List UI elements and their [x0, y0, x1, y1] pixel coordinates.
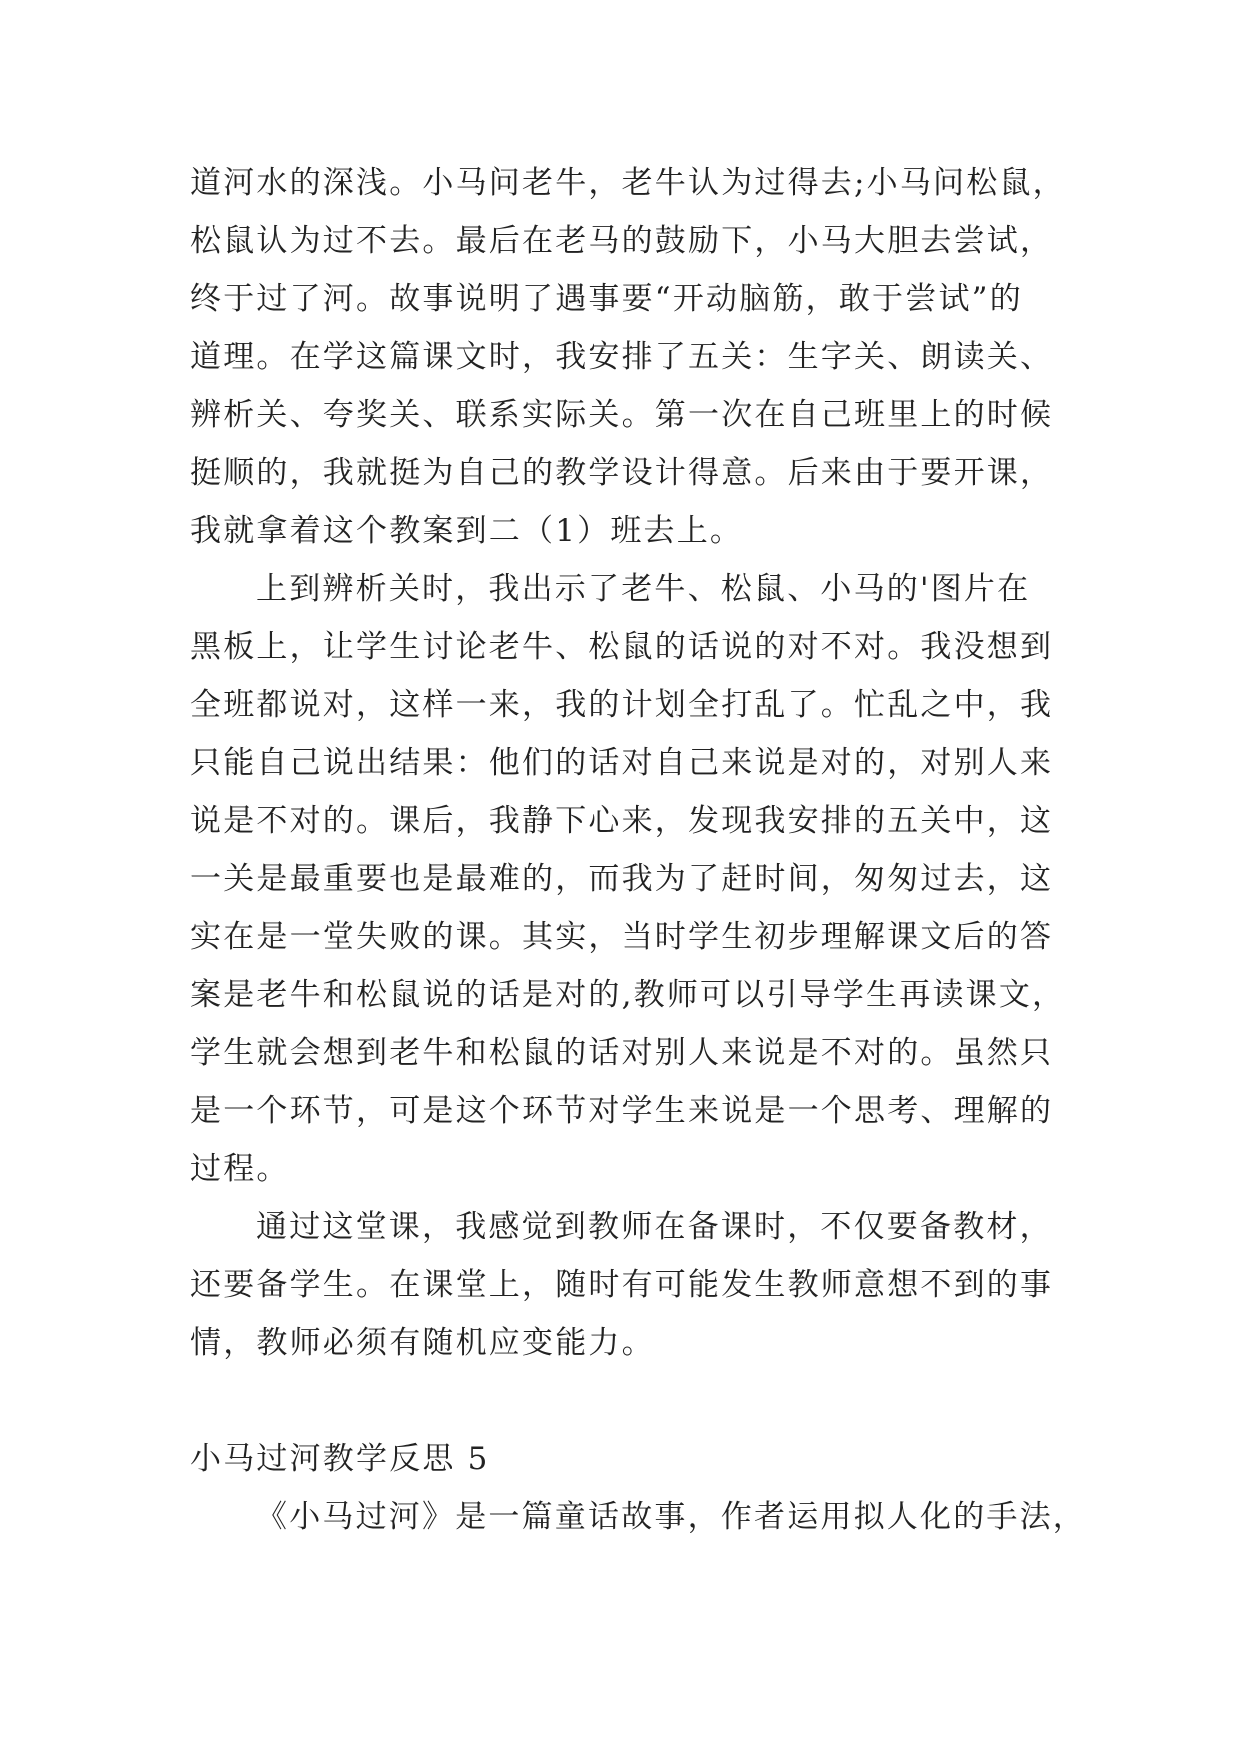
text-line: 我就拿着这个教案到二（1）班去上。: [190, 513, 744, 549]
paragraph-start-line: 《小马过河》是一篇童话故事，作者运用拟人化的手法，: [256, 1499, 1086, 1535]
text-line: 只能自己说出结果：他们的话对自己来说是对的，对别人来: [190, 745, 1054, 781]
text-line: 过程。: [190, 1151, 290, 1187]
text-line: 实在是一堂失败的课。其实，当时学生初步理解课文后的答: [190, 919, 1054, 955]
text-line: 情，教师必须有随机应变能力。: [190, 1325, 655, 1361]
text-line: 全班都说对，这样一来，我的计划全打乱了。忙乱之中，我: [190, 687, 1054, 723]
text-line: 还要备学生。在课堂上，随时有可能发生教师意想不到的事: [190, 1267, 1054, 1303]
text-line: 案是老牛和松鼠说的话是对的,教师可以引导学生再读课文，: [190, 977, 1066, 1013]
text-line: 松鼠认为过不去。最后在老马的鼓励下，小马大胆去尝试，: [190, 223, 1054, 259]
paragraph-start-line: 上到辨析关时，我出示了老牛、松鼠、小马的'图片在: [256, 571, 1031, 607]
text-line: 辨析关、夸奖关、联系实际关。第一次在自己班里上的时候: [190, 397, 1054, 433]
section-heading: 小马过河教学反思 5: [190, 1441, 490, 1477]
text-line: 是一个环节，可是这个环节对学生来说是一个思考、理解的: [190, 1093, 1054, 1129]
text-line: 黑板上，让学生讨论老牛、松鼠的话说的对不对。我没想到: [190, 629, 1054, 665]
text-line: 道理。在学这篇课文时，我安排了五关：生字关、朗读关、: [190, 339, 1054, 375]
text-line: 道河水的深浅。小马问老牛，老牛认为过得去;小马问松鼠，: [190, 165, 1066, 201]
text-line: 说是不对的。课后，我静下心来，发现我安排的五关中，这: [190, 803, 1054, 839]
text-line: 一关是最重要也是最难的，而我为了赶时间，匆匆过去，这: [190, 861, 1054, 897]
text-line: 学生就会想到老牛和松鼠的话对别人来说是不对的。虽然只: [190, 1035, 1054, 1071]
text-line: 终于过了河。故事说明了遇事要“开动脑筋，敢于尝试”的: [190, 281, 1023, 317]
paragraph-start-line: 通过这堂课，我感觉到教师在备课时，不仅要备教材，: [256, 1209, 1053, 1245]
text-line: 挺顺的，我就挺为自己的教学设计得意。后来由于要开课，: [190, 455, 1054, 491]
